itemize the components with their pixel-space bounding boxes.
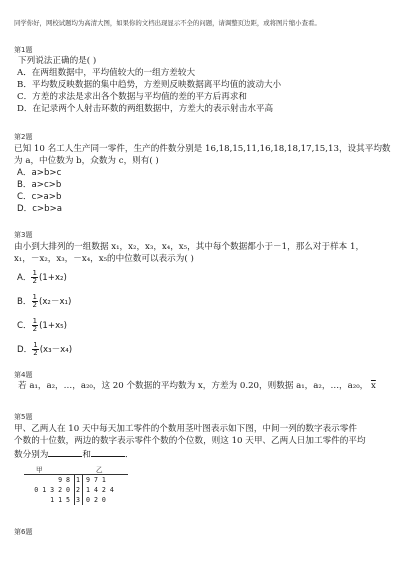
q1-option-b: B．平均数反映数据的集中趋势，方差则反映数据离平均值的波动大小 <box>17 80 282 90</box>
q3-option-b <box>17 294 71 309</box>
answer-blank-1[interactable] <box>48 448 82 457</box>
q3-option-b-label: B． <box>17 297 32 307</box>
fraction: $\frac{1}{2}$ <box>32 317 38 333</box>
q4-overline-x: $\overline{x}$ <box>370 381 376 391</box>
q5-line1: 甲、乙两人在 10 天中每天加工零件的个数用茎叶图表示如下图，中间一列的数字表示零件 <box>14 424 357 434</box>
q3-heading: 第3题 <box>14 231 33 239</box>
q3-option-d <box>17 342 72 357</box>
q4-line1: 若 a₁，a₂，…，a₂₀，这 20 个数据的平均数为 x，方差为 0.20，则数据 a₁，a₂，…，a₂₀， $\overline{x}$ <box>18 381 376 391</box>
q1-option-c: C．方差的求法是求出各个数据与平均值的差的平方后再求和 <box>17 92 248 102</box>
q2-option-c: C．c>a>b <box>17 192 62 202</box>
q5-line2: 个数的十位数，两边的数字表示零件个数的个位数，则这 10 天甲、乙两人日加工零件的平均 <box>14 436 366 446</box>
q5-line3: 数分别为 和 ． <box>14 450 134 460</box>
q3-line2: x₁，－x₂，x₃，－x₄，x₅的中位数可以表示为( ) <box>14 254 194 264</box>
fraction: $\frac{1}{2}$ <box>33 341 38 357</box>
q2-heading: 第2题 <box>14 133 33 141</box>
q2-option-a: A．a>b>c <box>17 168 62 178</box>
q1-option-d: D．在记录两个人射击环数的两组数据中，方差大的表示射击水平高 <box>17 104 274 114</box>
q5-heading: 第5题 <box>14 413 33 421</box>
stem-leaf-plot <box>24 464 144 514</box>
q3-option-c-expr: (1+x₅) <box>39 321 67 331</box>
q3-option-a-label: A． <box>17 273 32 283</box>
stemleaf-head-left: 甲 <box>36 466 43 474</box>
q1-heading: 第1题 <box>14 46 33 54</box>
q2-line1: 已知 10 名工人生产同一零件，生产的件数分别是 16,18,15,11,16,18,18,17,15,13，设其平均数 <box>14 144 391 154</box>
q3-option-d-expr: (x₃－x₄) <box>39 345 73 355</box>
answer-blank-2[interactable] <box>91 448 125 457</box>
q4-heading: 第4题 <box>14 371 33 379</box>
q1-stem: 下列说法正确的是( ) <box>18 56 97 66</box>
q3-option-c <box>17 318 67 333</box>
notice-text: 同学你好，网校试题均为高清大图，如果你的文档出现显示不全的问题，请调整页边距，或将图片缩小查看。 <box>14 19 321 27</box>
q3-line1: 由小到大排列的一组数据 x₁，x₂，x₃，x₄，x₅，其中每个数据都小于－1，那么对于样本 1， <box>14 242 365 252</box>
q3-option-a-expr: (1+x₂) <box>38 273 67 283</box>
stemleaf-row: 9 8 1 9 7 1 <box>58 476 106 484</box>
q1-option-a: A．在两组数据中，平均值较大的一组方差较大 <box>17 68 196 78</box>
q6-heading: 第6题 <box>14 528 33 536</box>
q3-option-c-label: C． <box>17 321 32 331</box>
q2-line2: 为 a，中位数为 b，众数为 c，则有( ) <box>14 156 159 166</box>
q3-option-d-label: D． <box>17 345 33 355</box>
q2-option-d: D．c>b>a <box>17 204 63 214</box>
q2-option-b: B．a>c>b <box>17 180 62 190</box>
fraction: $\frac{1}{2}$ <box>32 293 37 309</box>
stemleaf-row: 0 1 3 2 0 2 1 4 2 4 <box>34 486 114 494</box>
stemleaf-row: 1 1 5 3 0 2 0 <box>50 496 106 504</box>
stemleaf-head-right: 乙 <box>96 466 103 474</box>
q3-option-b-expr: (x₂－x₁) <box>38 297 72 307</box>
fraction: $\frac{1}{2}$ <box>32 269 37 285</box>
q3-option-a <box>17 270 67 285</box>
